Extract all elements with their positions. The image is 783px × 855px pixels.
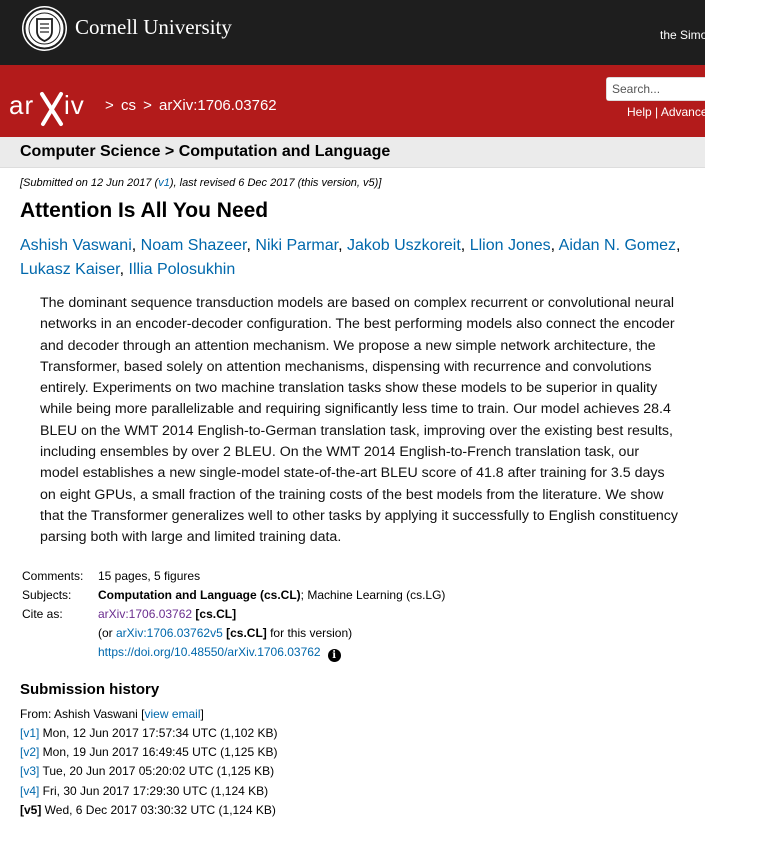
breadcrumb-paper-id: arXiv:1706.03762 bbox=[159, 97, 277, 114]
category-bar bbox=[0, 137, 705, 168]
cite-label: Cite as: bbox=[22, 606, 63, 621]
submission-dateline bbox=[20, 177, 700, 189]
version-date: Fri, 30 Jun 2017 17:29:30 UTC (1,124 KB) bbox=[39, 783, 269, 798]
author-link[interactable]: Lukasz Kaiser bbox=[20, 261, 120, 278]
doi-link[interactable]: https://doi.org/10.48550/arXiv.1706.03762 bbox=[98, 644, 321, 659]
from-label: From: Ashish Vaswani [ bbox=[20, 706, 145, 721]
history-version-row bbox=[20, 762, 700, 781]
cite-version-line bbox=[98, 626, 445, 645]
cite-version-link[interactable]: arXiv:1706.03762v5 bbox=[116, 625, 223, 640]
author-link[interactable]: Noam Shazeer bbox=[140, 237, 247, 254]
link-separator: | bbox=[655, 105, 659, 119]
history-version-row bbox=[20, 801, 700, 820]
author-separator: , bbox=[119, 261, 129, 278]
doi-line bbox=[98, 645, 445, 662]
subjects-label: Subjects: bbox=[22, 587, 72, 602]
search-input[interactable] bbox=[607, 78, 712, 100]
history-version-row bbox=[20, 743, 700, 762]
version-date: Mon, 19 Jun 2017 16:49:45 UTC (1,125 KB) bbox=[39, 745, 278, 760]
metadata-table bbox=[20, 569, 447, 667]
arxiv-logo-icon[interactable] bbox=[9, 88, 101, 128]
secondary-subjects: ; Machine Learning (cs.LG) bbox=[300, 587, 446, 602]
dateline-suffix: ), last revised 6 Dec 2017 (this version, v5)] bbox=[169, 177, 382, 189]
comments-value: 15 pages, 5 figures bbox=[98, 568, 201, 583]
help-link[interactable]: Help bbox=[627, 105, 652, 119]
help-links bbox=[627, 105, 714, 119]
cite-tag: [cs.CL] bbox=[195, 606, 237, 621]
author-separator: , bbox=[550, 237, 559, 254]
cite-id-link[interactable]: arXiv:1706.03762 bbox=[98, 606, 193, 621]
cite-or: (or bbox=[98, 625, 116, 640]
author-link[interactable]: Niki Parmar bbox=[255, 237, 339, 254]
cite-line bbox=[98, 607, 445, 626]
breadcrumb-sep: > bbox=[105, 97, 114, 114]
history-version-row bbox=[20, 724, 700, 743]
search-box bbox=[606, 77, 705, 101]
dateline-v1-link[interactable]: v1 bbox=[158, 177, 170, 189]
version-link-v3[interactable]: [v3] bbox=[20, 764, 40, 779]
version-link-v4[interactable]: [v4] bbox=[20, 783, 40, 798]
abstract-text: The dominant sequence transduction models are based on complex recurrent or convolutional neural networks in an encoder-decoder configuration. The best performing models also connect the encoder and decoder through an attention mechanism. We propose a new simple network architecture, the Transformer, based solely on attention mechanisms, dispensing with recurrence and convolutions entirely. Experiments on two machine translation tasks show these models to be superior in quality while being more parallelizable and requiring significantly less time to train. Our model achieves 28.4 BLEU on the WMT 2014 English-to-German translation task, improving over the existing best results, including ensembles by over 2 BLEU. On the WMT 2014 English-to-French translation task, our model establishes a new single-model state-of-the-art BLEU score of 41.8 after training for 3.5 days on eight GPUs, a small fraction of the training costs of the best models from the literature. We show that the Transformer generalizes well to other tasks by applying it successfully to English constituency parsing both with large and limited training data. bbox=[40, 295, 678, 546]
author-link[interactable]: Aidan N. Gomez bbox=[558, 237, 677, 254]
author-link[interactable]: Jakob Uszkoreit bbox=[346, 237, 461, 254]
primary-subject: Computation and Language (cs.CL) bbox=[98, 587, 301, 602]
version-date: Tue, 20 Jun 2017 05:20:02 UTC (1,125 KB) bbox=[39, 764, 275, 779]
breadcrumb-sep: > bbox=[143, 97, 152, 114]
info-icon[interactable]: i bbox=[328, 649, 341, 662]
subjects-value bbox=[96, 588, 447, 607]
simons-support-text[interactable]: the Simons Foundation bbox=[660, 28, 783, 42]
svg-text:ar: ar bbox=[9, 90, 35, 120]
author-separator: , bbox=[338, 237, 347, 254]
cornell-seal-icon[interactable] bbox=[22, 6, 67, 51]
author-link[interactable]: Illia Polosukhin bbox=[128, 261, 236, 278]
cite-version-suffix: for this version) bbox=[266, 625, 353, 640]
breadcrumb bbox=[105, 97, 280, 114]
cite-value bbox=[96, 607, 447, 667]
breadcrumb-cs[interactable]: cs bbox=[120, 97, 136, 114]
paper-title: Attention Is All You Need bbox=[20, 199, 269, 222]
author-separator: , bbox=[460, 237, 470, 254]
subjects-row bbox=[20, 588, 447, 607]
cite-row bbox=[20, 607, 447, 667]
view-email-link[interactable]: view email bbox=[144, 706, 201, 721]
author-link[interactable]: Llion Jones bbox=[469, 237, 551, 254]
author-list bbox=[20, 234, 700, 282]
paper-content bbox=[20, 174, 700, 820]
cornell-university-link[interactable]: Cornell University bbox=[75, 15, 232, 39]
advanced-search-link[interactable]: Advanced bbox=[660, 105, 715, 119]
author-separator: , bbox=[676, 237, 681, 254]
submission-history-heading: Submission history bbox=[20, 680, 160, 698]
author-separator: , bbox=[131, 237, 141, 254]
version-date: Mon, 12 Jun 2017 17:57:34 UTC (1,102 KB) bbox=[39, 725, 278, 740]
dateline-prefix: [Submitted on 12 Jun 2017 ( bbox=[20, 177, 159, 189]
cite-version-tag: [cs.CL] bbox=[226, 625, 267, 640]
category-heading: Computer Science > Computation and Language bbox=[20, 143, 391, 160]
comments-label: Comments: bbox=[22, 568, 84, 583]
version-date: Wed, 6 Dec 2017 03:30:32 UTC (1,124 KB) bbox=[41, 803, 276, 818]
author-separator: , bbox=[246, 237, 256, 254]
svg-text:iv: iv bbox=[64, 90, 85, 120]
history-from bbox=[20, 705, 700, 724]
comments-row bbox=[20, 569, 447, 588]
from-close: ] bbox=[200, 706, 204, 721]
author-link[interactable]: Ashish Vaswani bbox=[20, 237, 132, 254]
version-current-v5: [v5] bbox=[20, 803, 42, 818]
cornell-header bbox=[0, 0, 783, 65]
version-link-v1[interactable]: [v1] bbox=[20, 725, 40, 740]
history-version-row bbox=[20, 782, 700, 801]
version-link-v2[interactable]: [v2] bbox=[20, 745, 40, 760]
